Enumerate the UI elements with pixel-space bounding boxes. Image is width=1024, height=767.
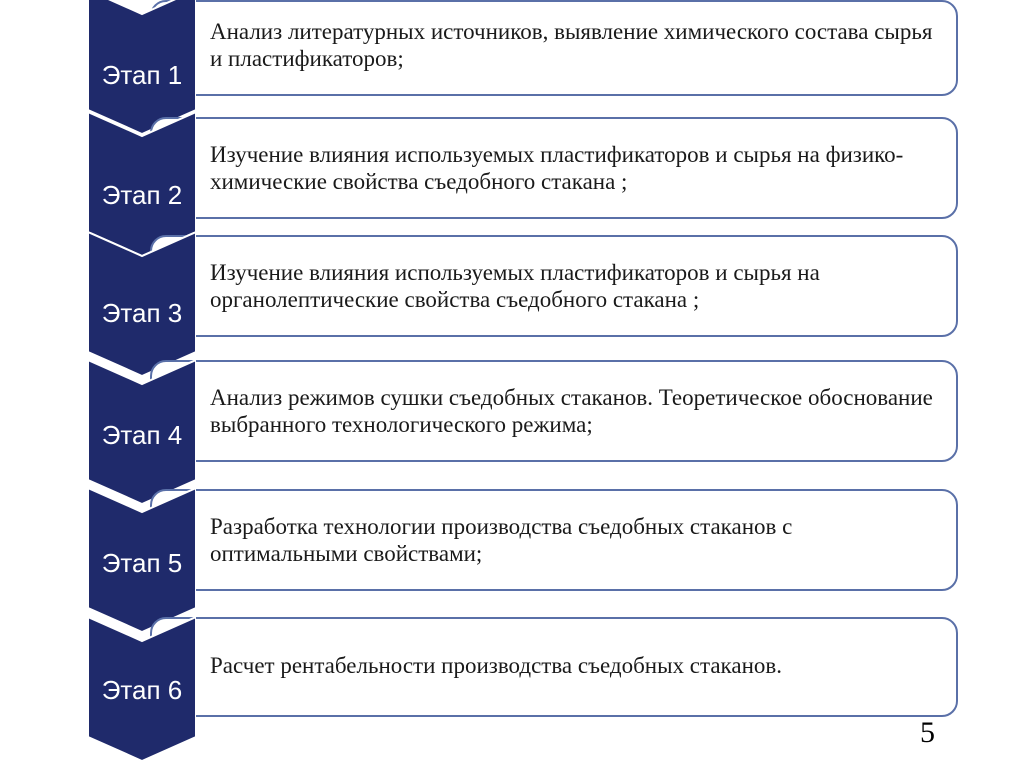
stage-3-box: [150, 235, 958, 337]
stage-5-text: • Разработка технологии производства съедобных стаканов с оптимальными свойствами;: [210, 513, 942, 567]
stage-2-label: Этап 2: [101, 180, 183, 210]
stage-6-text: • Расчет рентабельности производства съедобных стаканов.: [210, 652, 942, 679]
stage-5-label: Этап 5: [101, 548, 183, 578]
stage-4-text: • Анализ режимов сушки съедобных стаканов. Теоретическое обоснование выбранного технологического режима;: [210, 384, 942, 438]
stage-6-box: [150, 617, 958, 717]
stage-3-text: • Изучение влияния используемых пластификаторов и сырья на органолептические свойства съедобного стакана ;: [210, 259, 942, 313]
stage-6-label: Этап 6: [101, 675, 183, 705]
stage-5-box: [150, 489, 958, 591]
stage-1-text: • Анализ литературных источников, выявление химического состава сырья и пластификаторов;: [210, 18, 942, 72]
stage-2-box: [150, 117, 958, 219]
stage-1-box: [150, 0, 958, 96]
stage-4-box: [150, 360, 958, 462]
stage-4-label: Этап 4: [101, 420, 183, 450]
stage-1-label: Этап 1: [101, 60, 183, 90]
stage-3-label: Этап 3: [101, 298, 183, 328]
page-number: 5: [920, 716, 935, 749]
stage-2-text: • Изучение влияния используемых пластификаторов и сырья на физико-химические свойства съедобного стакана ;: [210, 141, 942, 195]
